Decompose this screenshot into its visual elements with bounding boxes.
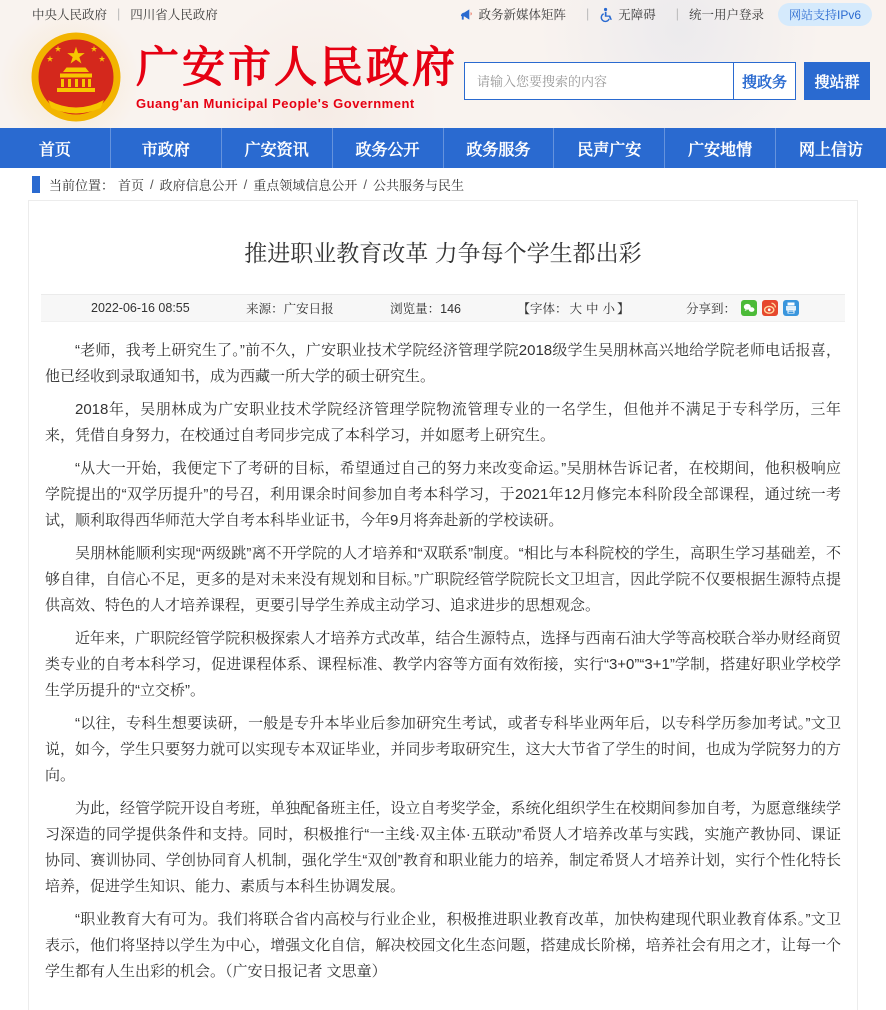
link-central-government[interactable]: 中央人民政府 xyxy=(32,8,108,22)
link-media-matrix[interactable]: 政务新媒体矩阵 xyxy=(478,8,566,22)
link-unified-login[interactable]: 统一用户登录 xyxy=(688,8,764,22)
divider: | xyxy=(675,7,679,21)
font-size-control: 【字体： 大 中 小 】 xyxy=(517,302,630,316)
nav-item-local-info[interactable]: 广安地情 xyxy=(665,128,776,168)
nav-item-municipal-gov[interactable]: 市政府 xyxy=(111,128,222,168)
search-gov-button[interactable]: 搜政务 xyxy=(733,63,795,99)
divider: | xyxy=(117,7,121,21)
nav-item-home[interactable]: 首页 xyxy=(0,128,111,168)
media-matrix-icon xyxy=(459,7,474,22)
breadcrumb-home[interactable]: 首页 xyxy=(118,177,145,193)
search-box xyxy=(464,62,796,100)
nav-item-online-petition[interactable]: 网上信访 xyxy=(799,141,864,159)
breadcrumb-public-services[interactable]: 公共服务与民生 xyxy=(372,177,464,193)
share-weibo-icon[interactable] xyxy=(762,300,778,316)
font-size-medium[interactable]: 中 xyxy=(585,302,599,316)
font-size-large[interactable]: 大 xyxy=(569,302,582,316)
share-label: 分享到： xyxy=(685,302,736,316)
breadcrumb-gov-info[interactable]: 政府信息公开 xyxy=(159,177,238,193)
paragraph: “从大一开始，我便定下了考研的目标，希望通过自己的努力来改变命运。”吴朋林告诉记者，在校期间，他积极响应学院提出的“双学历提升”的号召，利用课余时间参加自考本科学习，于2021年12月修完本科阶段全部课程，通过统一考试，顺利取得西华师范大学自考本科毕业证书，今年9月将奔赴新的学校读研。 xyxy=(45,460,841,529)
ipv6-badge[interactable]: 网站支持IPv6 xyxy=(778,3,872,26)
paragraph: 吴朋林能顺利实现“两级跳”离不开学院的人才培养和“双联系”制度。“相比与本科院校的学生，高职生学习基础差，不够自律，自信心不足，更多的是对未来没有规划和目标。”广职院经管学院院长文卫坦言，因此学院不仅要根据生源特点提供高效、特色的人才培养课程，更要引导学生养成主动学习、追求进步的思想观念。 xyxy=(45,545,841,614)
article-meta-bar xyxy=(41,294,845,322)
search-cluster-button[interactable]: 搜站群 xyxy=(804,62,870,100)
link-accessibility[interactable]: 无障碍 xyxy=(618,8,656,22)
paragraph: 为此，经管学院开设自考班，单独配备班主任，设立自考奖学金，系统化组织学生在校期间参加自考，为愿意继续学习深造的同学提供条件和支持。同时，积极推行“一主线·双主体·五联动”希贤人才培养改革与实践，实施产教协同、课证协同、赛训协同、学创协同育人机制，强化学生“双创”教育和职业能力的培养，制定希贤人才培养计划，实行个性化特长培养，促进学生知识、能力、素质与本科生协调发展。 xyxy=(45,800,841,895)
site-header xyxy=(0,0,886,128)
print-icon[interactable] xyxy=(783,300,799,316)
site-title: 广安市人民政府 xyxy=(136,44,458,92)
breadcrumb: 当前位置： 首页 / 政府信息公开 / 重点领域信息公开 / 公共服务与民生 xyxy=(0,168,886,200)
paragraph: “老师，我考上研究生了。”前不久，广安职业技术学院经济管理学院2018级学生吴朋林高兴地给学院老师电话报喜，他已经收到录取通知书，成为西藏一所大学的硕士研究生。 xyxy=(45,342,841,385)
accessibility-icon xyxy=(599,7,614,22)
search-input[interactable] xyxy=(465,63,733,99)
top-utility-bar xyxy=(0,0,886,28)
paragraph: 近年来，广职院经管学院积极探索人才培养方式改革，结合生源特点，选择与西南石油大学等高校联合举办财经商贸类专业的自考本科学习，促进课程体系、课程标准、教学内容等方面有效衔接，实行“3+0”“3+1”学制，搭建好职业学校学生学历提升的“立交桥”。 xyxy=(45,630,841,699)
main-nav xyxy=(0,128,886,168)
divider: | xyxy=(585,7,590,21)
site-logo[interactable] xyxy=(30,32,458,124)
nav-item-news[interactable]: 广安资讯 xyxy=(222,128,333,168)
paragraph: “以往，专科生想要读研，一般是专升本毕业后参加研究生考试，或者专科毕业两年后，以专科学历参加考试。”文卫说，如今，学生只要努力就可以实现专本双证毕业，并同步考取研究生，这大大节省了学生的时间，也成为学院努力的方向。 xyxy=(45,715,841,784)
font-size-small[interactable]: 小 xyxy=(602,302,615,316)
national-emblem-icon xyxy=(30,32,122,124)
nav-item-gov-services[interactable]: 政务服务 xyxy=(444,128,555,168)
article-title: 推进职业教育改革 力争每个学生都出彩 xyxy=(244,240,642,266)
breadcrumb-label: 当前位置： xyxy=(49,177,115,193)
nav-item-gov-disclosure[interactable]: 政务公开 xyxy=(333,128,444,168)
site-subtitle: Guang'an Municipal People's Government xyxy=(136,96,415,112)
view-count: 浏览量：146 xyxy=(390,302,461,316)
article-body xyxy=(41,322,845,1010)
link-sichuan-government[interactable]: 四川省人民政府 xyxy=(130,8,218,22)
article-container xyxy=(28,200,858,1010)
article-source: 来源：广安日报 xyxy=(246,302,334,316)
paragraph: “职业教育大有可为。我们将联合省内高校与行业企业，积极推进职业教育改革，加快构建现代职业教育体系。”文卫表示，他们将坚持以学生为中心，增强文化自信，解决校园文化生态问题，搭建成长阶梯，培养社会有用之才，让每一个学生都有人生出彩的机会。（广安日报记者 文思童） xyxy=(45,911,841,980)
nav-item-public-voice[interactable]: 民声广安 xyxy=(554,128,665,168)
publish-date: 2022-06-16 08:55 xyxy=(91,301,190,315)
breadcrumb-accent xyxy=(32,176,40,193)
breadcrumb-key-areas[interactable]: 重点领域信息公开 xyxy=(253,177,358,193)
paragraph: 2018年，吴朋林成为广安职业技术学院经济管理学院物流管理专业的一名学生，但他并不满足于专科学历，三年来，凭借自身努力，在校通过自考同步完成了本科学习，并如愿考上研究生。 xyxy=(45,401,841,444)
share-bar xyxy=(686,299,799,317)
share-wechat-icon[interactable] xyxy=(741,300,757,316)
